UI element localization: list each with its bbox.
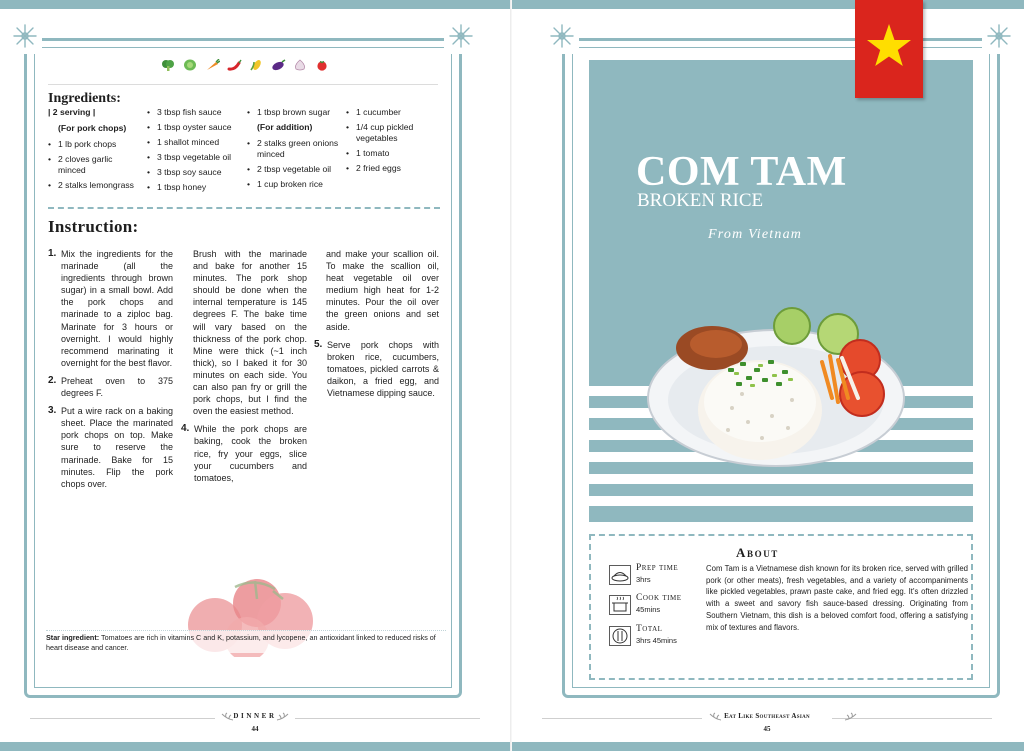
total-time-label: Total: [636, 624, 663, 634]
ingredient-item: • 2 stalks green onions minced: [247, 138, 341, 160]
ingredient-item: • 3 tbsp fish sauce: [147, 107, 242, 118]
instruction-column-1: [48, 248, 173, 496]
step-number: 5.: [314, 338, 323, 350]
ingredient-item: • 1 tomato: [346, 148, 438, 159]
star-ingredient-note: [46, 630, 446, 653]
cook-time-label: Cook time: [636, 593, 682, 603]
ingredient-item: • 1 tbsp honey: [147, 182, 242, 193]
pork-chops-heading: (For pork chops): [58, 123, 127, 133]
ingredient-item: • 3 tbsp vegetable oil: [147, 152, 242, 163]
ingredient-item: • 1 cup broken rice: [247, 179, 341, 190]
step-text: Brush with the marinade and bake for another 15 minutes. The pork shop should be done when the internal temperature is 145 degrees F. The bake time will vary based on the thickness of the pork chop. Mine were thick (~1 inch thick), so I baked it for 30 minutes on each side. You can also pan fry or grill the pork chops, but I find the oven the easiest method.: [193, 249, 307, 417]
dashed-divider: [48, 207, 440, 209]
star-icon: [855, 0, 923, 98]
ingredient-item: • 1 shallot minced: [147, 137, 242, 148]
top-band: [512, 0, 1024, 9]
page-number: 44: [251, 725, 259, 733]
snowflake-ornament-icon: [985, 22, 1013, 50]
chili-icon: [226, 59, 242, 71]
dish-origin: From Vietnam: [708, 227, 803, 242]
prep-time-value: 3hrs: [636, 575, 651, 584]
ingredient-item: • 1 lb pork chops: [48, 139, 140, 150]
broccoli-icon: [160, 59, 176, 71]
footer-section-name: DINNER: [233, 712, 277, 720]
step-text: and make your scallion oil. To make the scallion oil, heat vegetable oil over medium high heat for 1-2 minutes. Pour the oil over the green onions and set aside.: [326, 249, 439, 332]
cook-time-value: 45mins: [636, 605, 661, 614]
about-text: Com Tam is a Vietnamese dish known for its broken rice, served with grilled pork (or other meats), fresh vegetables, and a variety of accompaniments like pickled vegetables, prawn paste cake, and fried egg. It's often drizzled with a sweet and savory fish sauce-based dressing. Originating from Southern Vietnam, this dish is a beloved comfort food, offering a satisfying mix of textures and flavors.: [706, 564, 968, 632]
prep-time: [609, 563, 705, 589]
ingredients-column-2: [147, 107, 242, 197]
ingredients-column-1: [48, 107, 140, 195]
vietnam-flag: [855, 0, 923, 98]
ingredient-item: • 3 tbsp soy sauce: [147, 167, 242, 178]
corn-icon: [248, 59, 264, 71]
step-text: Put a wire rack on a baking sheet. Place the marinated pork chops on top. Make sure to reserve the marinade. Bake for 15 minutes. Flip the pork chops over.: [61, 406, 173, 489]
total-time-value: 3hrs 45mins: [636, 636, 677, 645]
step-number: 3.: [48, 405, 57, 417]
dish-subtitle: BROKEN RICE: [637, 190, 764, 211]
prep-time-label: Prep time: [636, 563, 679, 573]
pot-icon: [609, 595, 631, 615]
vegetable-icon-row: [160, 57, 336, 73]
ingredient-item: • 1 tbsp oyster sauce: [147, 122, 242, 133]
step-text: While the pork chops are baking, cook the broken rice, fry your eggs, slice your cucumbers and tomatoes,: [194, 424, 307, 483]
bottom-band: [512, 742, 1024, 751]
step-text: Serve pork chops with broken rice, cucumbers, tomatoes, pickled carrots & daikon, a fried egg, and Vietnamese dipping sauce.: [327, 339, 439, 399]
lettuce-icon: [182, 59, 198, 71]
garlic-icon: [292, 59, 308, 71]
instruction-column-2: [181, 248, 307, 490]
ingredient-item: • 1/4 cup pickled vegetables: [346, 122, 438, 144]
header-separator: [48, 84, 438, 85]
instruction-step: [48, 405, 173, 490]
footer-book-title: Eat Like Southeast Asian: [724, 712, 810, 720]
panel-stripe: [589, 484, 973, 496]
instruction-step: [48, 375, 173, 399]
instruction-step: [48, 248, 173, 369]
ingredient-item: • 1 cucumber: [346, 107, 438, 118]
carrot-icon: [204, 59, 220, 71]
serving-size: | 2 serving |: [48, 107, 96, 117]
step-number: 2.: [48, 374, 57, 386]
ingredients-title: Ingredients:: [48, 91, 121, 106]
step-text: Preheat oven to 375 degrees F.: [61, 375, 173, 399]
instruction-step-continued: [314, 248, 439, 333]
instruction-column-3: [314, 248, 439, 405]
step-number: 1.: [48, 248, 57, 259]
right-page: [512, 0, 1024, 751]
snowflake-ornament-icon: [447, 22, 475, 50]
eggplant-icon: [270, 59, 286, 71]
tomato-icon: [314, 59, 330, 71]
plate-icon: [609, 565, 631, 585]
about-title: About: [736, 545, 779, 560]
ingredient-item: • 2 fried eggs: [346, 163, 438, 174]
panel-stripe: [589, 506, 973, 522]
total-time: [609, 624, 705, 650]
step-text: Mix the ingredients for the marinade (all the ingredients through brown sugar) in a small bowl. Add the pork chops and marinade to a ziploc bag. Marinate for 3 hours or overnight. I would highly recommend marinating it overnight for the best flavor.: [61, 249, 173, 368]
dish-title: COM TAM: [636, 149, 847, 195]
step-number: 4.: [181, 423, 190, 435]
page-number: 45: [763, 725, 771, 733]
ingredient-item: • 2 cloves garlic minced: [48, 154, 140, 176]
star-ingredient-text: Tomatoes are rich in vitamins C and K, potassium, and lycopene, an antioxidant linked to reduced risks of heart disease and cancer.: [46, 633, 436, 652]
left-footer: [30, 712, 480, 736]
ingredient-item: • 2 tbsp vegetable oil: [247, 164, 341, 175]
instruction-step-continued: [181, 248, 307, 417]
cook-time: [609, 593, 705, 619]
cutlery-icon: [609, 626, 631, 646]
instruction-step: [181, 423, 307, 483]
instruction-step: [314, 339, 439, 399]
snowflake-ornament-icon: [548, 22, 576, 50]
com-tam-plate-illustration: [642, 298, 906, 478]
ingredients-column-3: [247, 107, 341, 194]
addition-heading: (For addition): [257, 122, 313, 132]
ingredient-item: • 2 stalks lemongrass: [48, 180, 140, 191]
top-band: [0, 0, 512, 9]
star-ingredient-label: Star ingredient:: [46, 633, 100, 642]
snowflake-ornament-icon: [11, 22, 39, 50]
bottom-band: [0, 742, 512, 751]
right-footer: [542, 712, 992, 736]
ingredient-item: • 1 tbsp brown sugar: [247, 107, 341, 118]
instruction-title: Instruction:: [48, 217, 139, 236]
ingredients-column-4: [346, 107, 438, 178]
